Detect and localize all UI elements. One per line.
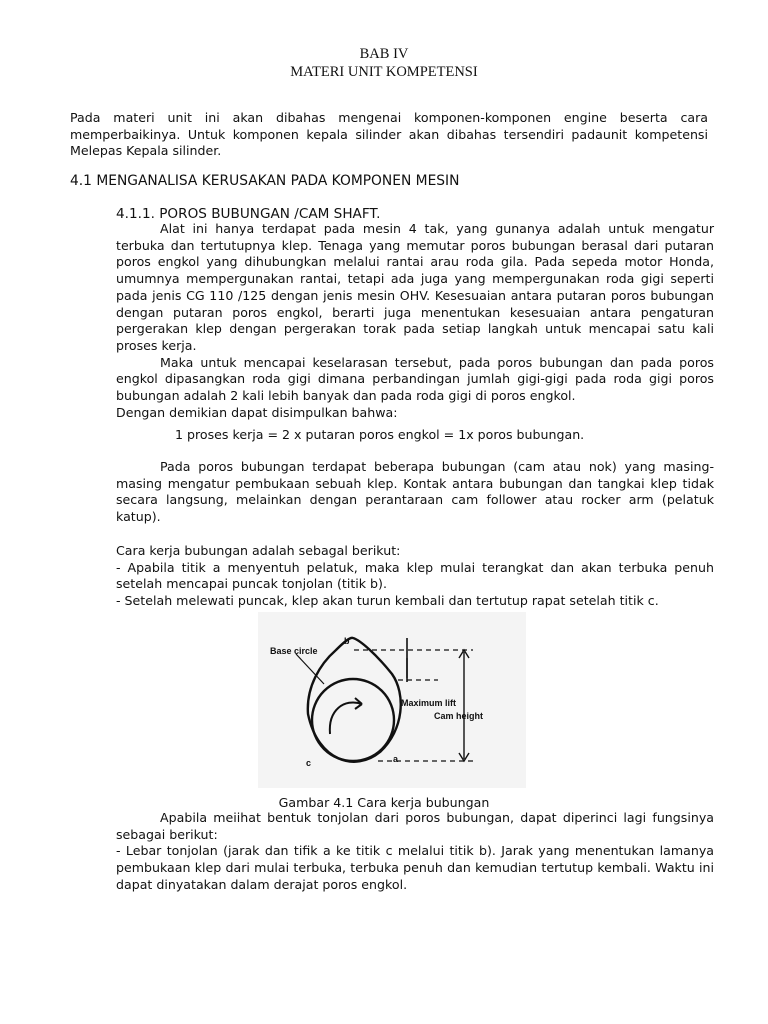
intro-paragraph: Pada materi unit ini akan dibahas mengenai komponen-komponen engine beserta cara memperbaikinya. Untuk komponen kepala silinder akan dibahas tersendiri padaunit kompetensi Melepas Kepala silinder. [70,110,708,159]
label-base-circle: Base circle [270,646,318,656]
paragraph-gear-ratio: Maka untuk mencapai keselarasan tersebut, pada poros bubungan dan pada poros engkol dipasangkan roda gigi dimana perbandingan jumlah gigi-gigi pada roda gigi poros bubungan adalah 2 kali lebih banyak dan pada roda gigi di poros engkol. [116,354,714,404]
label-point-b: b [344,636,350,646]
body-block-2 [116,459,714,526]
body-block-3 [116,543,714,610]
formula-line: 1 proses kerja = 2 x putaran poros engkol = 1x poros bubungan. [175,427,585,442]
cam-diagram [258,612,526,788]
chapter-subtitle: MATERI UNIT KOMPETENSI [290,64,478,80]
label-maximum-lift: Maximum lift [401,698,457,708]
body-block-4 [116,810,714,894]
paragraph-cam-lobes: Pada poros bubungan terdapat beberapa bubungan (cam atau nok) yang masing-masing mengatur pembukaan sebuah klep. Kontak antara bubungan dan tangkai klep tidak secara langsung, melainkan dengan perantaraan cam follower atau rocker arm (pelatuk katup). [116,459,714,525]
label-point-c: c [306,758,312,768]
list-item-point-a: - Apabila titik a menyentuh pelatuk, maka klep mulai terangkat dan akan terbuka penuh setelah mencapai puncak tonjolan (titik b). [116,559,714,592]
paragraph-camshaft-function: Alat ini hanya terdapat pada mesin 4 tak, yang gunanya adalah untuk mengatur terbuka dan tertutupnya klep. Tenaga yang memutar poros bubungan berasal dari putaran poros engkol yang dihubungkan melalui rantai arau roda gila. Pada sepeda motor Honda, umumnya mempergunakan rantai, tetapi ada juga yang mempergunakan roda gigi seperti pada jenis CG 110 /125 dengan jenis mesin OHV. Kesesuaian antara putaran poros bubungan dengan putaran poros engkol, berarti juga menentukan kesesuaian antara pengaturan pergerakan klep dengan pergerakan torak pada setiap langkah untuk mencapai satu kali proses kerja. [116,221,714,353]
subsection-heading: 4.1.1. POROS BUBUNGAN /CAM SHAFT. [116,206,381,222]
chapter-title: BAB IV [359,46,409,62]
label-cam-height: Cam height [434,711,484,721]
cam-figure [258,612,526,788]
paragraph-cam-operation: Cara kerja bubungan adalah sebagal berikut: [116,543,401,558]
list-item-point-c: - Setelah melewati puncak, klep akan turun kembali dan tertutup rapat setelah titik c. [116,593,659,609]
figure-caption: Gambar 4.1 Cara kerja bubungan [278,795,490,810]
label-point-a: a [393,754,399,764]
paragraph-lobe-shape: Apabila meiihat bentuk tonjolan dari poros bubungan, dapat diperinci lagi fungsinya sebagai berikut: [116,810,714,842]
section-heading: 4.1 MENGANALISA KERUSAKAN PADA KOMPONEN MESIN [70,173,460,189]
paragraph-conclusion-intro: Dengan demikian dapat disimpulkan bahwa: [116,404,398,420]
body-block-1 [116,221,714,421]
list-item-lobe-width: - Lebar tonjolan (jarak dan tifik a ke titik c melalui titik b). Jarak yang menentukan lamanya pembukaan klep dari mulai terbuka, terbuka penuh dan kemudian tertutup kembali. Waktu ini dapat dinyatakan dalam derajat poros engkol. [116,843,714,892]
